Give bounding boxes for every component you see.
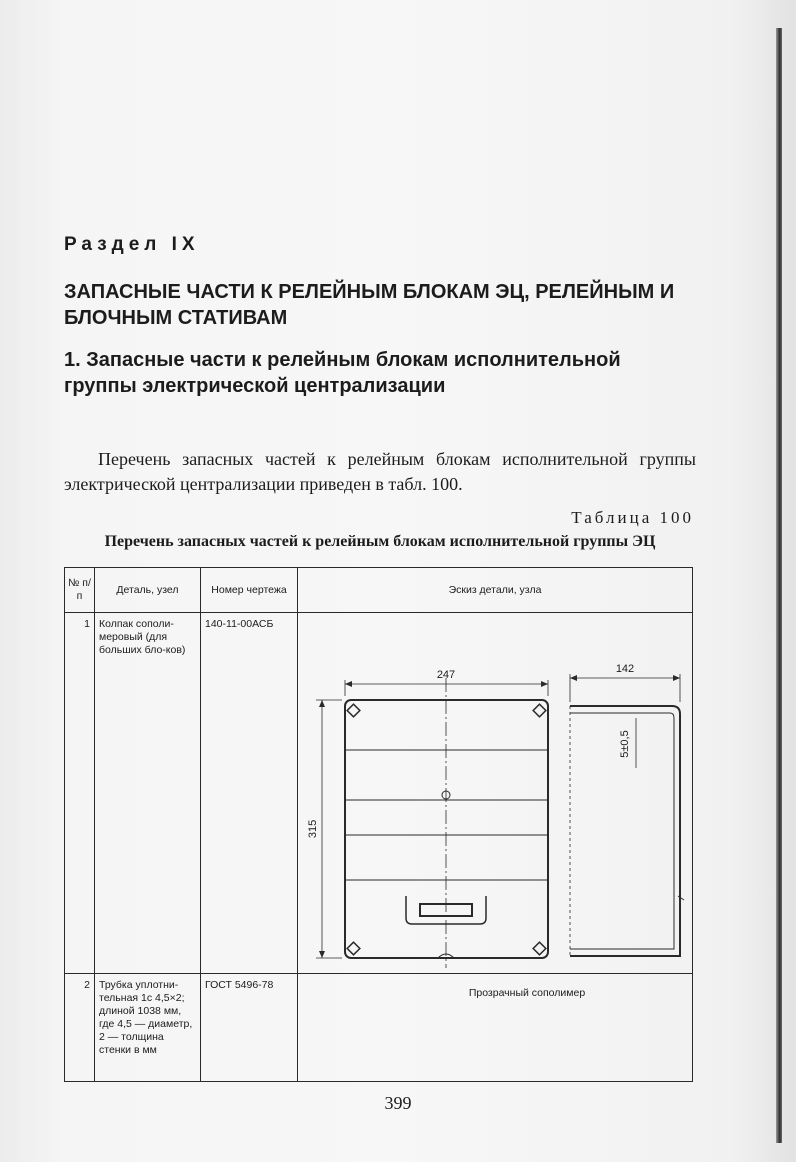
cover-sketch-drawing: [302, 618, 697, 999]
table-caption: Перечень запасных частей к релейным блокам исполнительной группы ЭЦ: [104, 533, 656, 550]
row-drawing: 140-11-00АСБ: [201, 613, 298, 974]
book-spine-shadow: [776, 28, 782, 1143]
header-num: № п/п: [65, 568, 95, 613]
row-num: 1: [65, 613, 95, 974]
row-part: Трубка уплотни-тельная 1с 4,5×2; длиной 1038 мм, где 4,5 — диаметр, 2 — толщина стенки в мм: [95, 974, 201, 1082]
row-sketch: [298, 613, 693, 999]
row-part: Колпак сополи-меровый (для больших бло-ков): [95, 613, 201, 974]
page-number: 399: [384, 1093, 412, 1113]
table-row: [65, 613, 693, 974]
section-title: ЗАПАСНЫЕ ЧАСТИ К РЕЛЕЙНЫМ БЛОКАМ ЭЦ, РЕЛЕЙНЫМ И БЛОЧНЫМ СТАТИВАМ: [64, 281, 675, 329]
table-header-row: [65, 568, 693, 613]
material-caption: Прозрачный сополимер: [468, 987, 586, 999]
dim-width-label: 247: [436, 669, 456, 681]
header-part: Деталь, узел: [95, 568, 201, 613]
subsection-title: 1. Запасные части к релейным блокам исполнительной группы электрической централизации: [64, 349, 621, 397]
intro-paragraph: Перечень запасных частей к релейным блокам исполнительной группы электрической централизации приведен в табл. 100.: [64, 449, 696, 494]
header-drawing: Номер чертежа: [201, 568, 298, 613]
header-sketch: Эскиз детали, узла: [298, 568, 693, 613]
cover-front-outline: [345, 700, 548, 958]
spare-parts-table: [64, 567, 693, 1082]
dim-height-label: 315: [307, 819, 319, 839]
row-drawing: ГОСТ 5496-78: [201, 974, 298, 1082]
dim-depth-label: 142: [615, 663, 635, 675]
dim-wall-label: 5±0,5: [619, 730, 631, 758]
row-num: 2: [65, 974, 95, 1082]
table-label: Таблица 100: [571, 508, 694, 527]
section-label: Раздел IX: [64, 234, 200, 255]
table-row: [65, 974, 693, 1082]
